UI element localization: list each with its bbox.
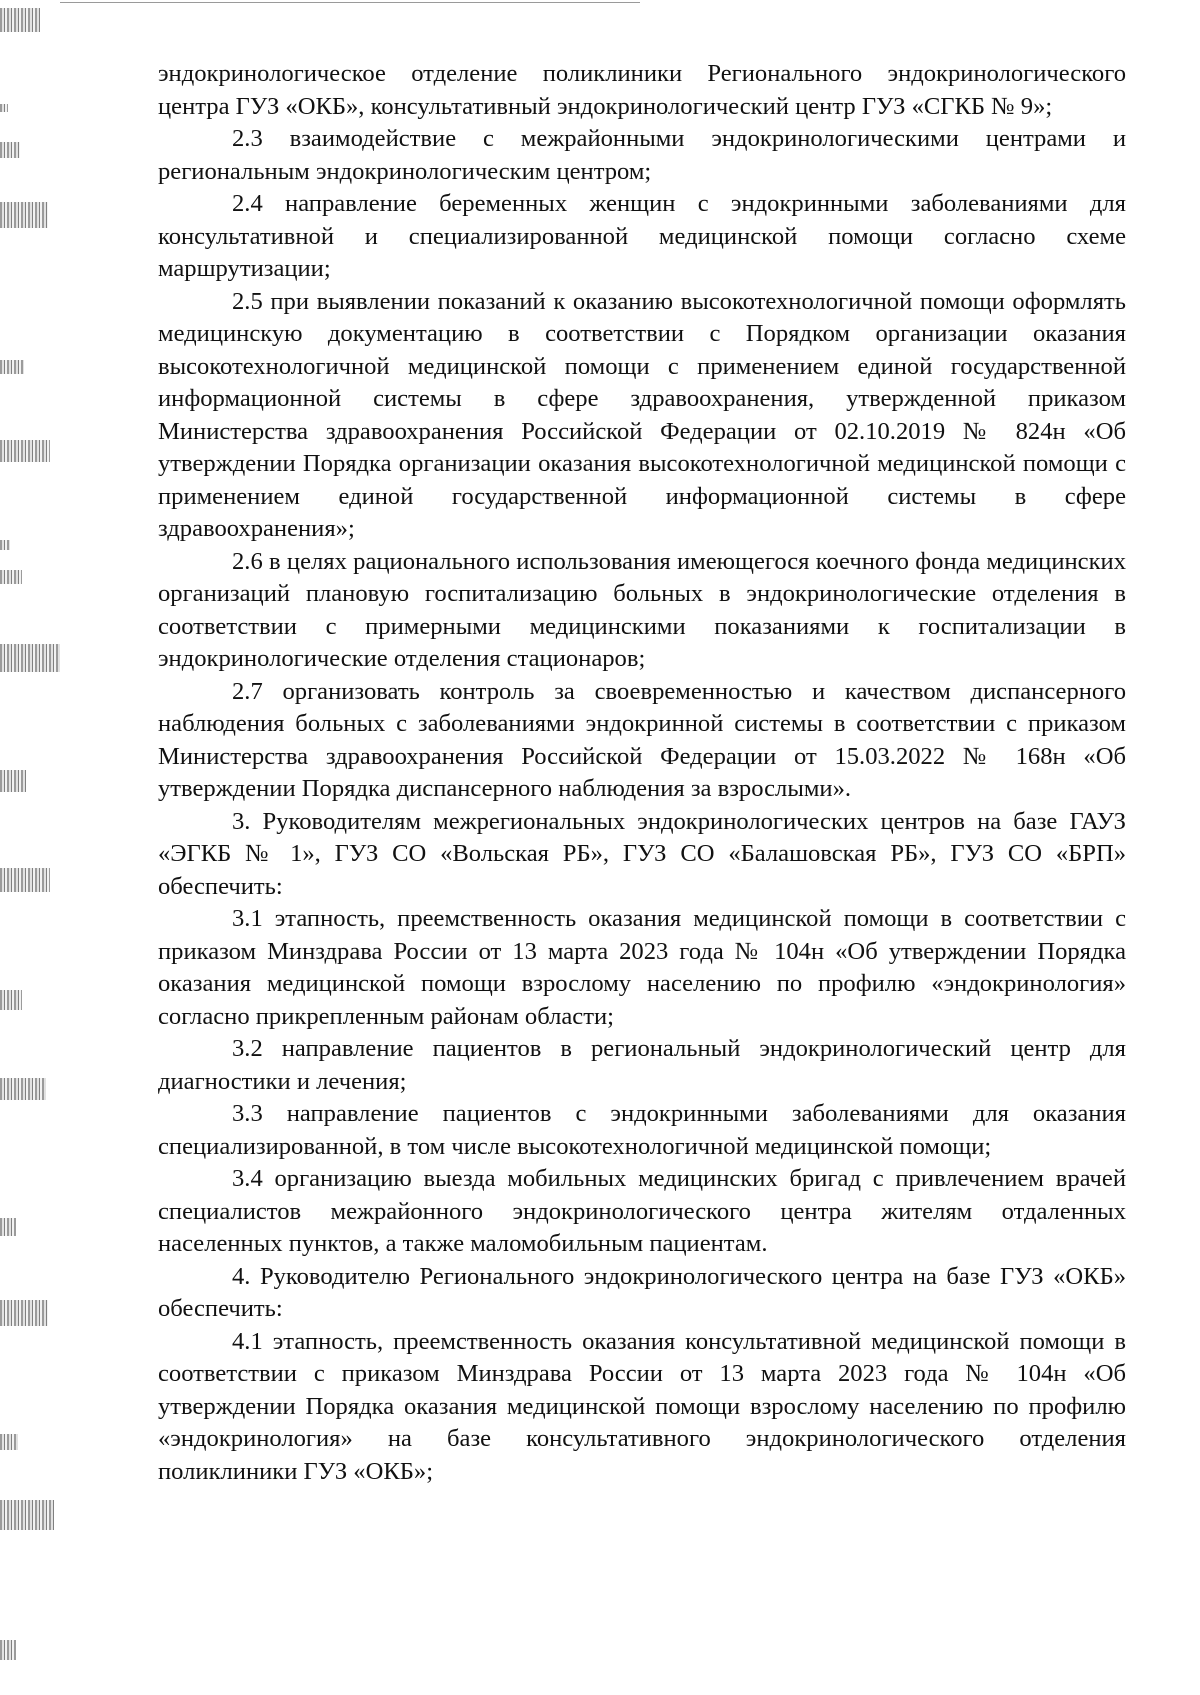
paragraph-2-3: 2.3 взаимодействие с межрайонными эндокринологическими центрами и региональным эндокринологическим центром; (158, 125, 1126, 185)
paragraph-2-5: 2.5 при выявлении показаний к оказанию высокотехнологичной помощи оформлять медицинскую документацию в соответствии с Порядком организации оказания высокотехнологичной медицинской помощи с применением единой государственной информационной системы в сфере здравоохранения, утвержденной приказом Министерства здравоохранения Российской Федерации от 02.10.2019 № 824н «Об утверждении Порядка организации оказания высокотехнологичной медицинской помощи с применением единой государственной информационной системы в сфере здравоохранения»; (158, 287, 1126, 542)
paragraph-2-6: 2.6 в целях рационального использования имеющегося коечного фонда медицинских организаций плановую госпитализацию больных в эндокринологические отделения в соответствии с примерными медицинскими показаниями к госпитализации в эндокринологические отделения стационаров; (158, 547, 1126, 672)
scan-noise-mark (0, 1434, 18, 1450)
paragraph-4-1: 4.1 этапность, преемственность оказания консультативной медицинской помощи в соответствии с приказом Минздрава России от 13 марта 2023 года № 104н «Об утверждении Порядка оказания медицинской помощи взрослому населению по профилю «эндокринология» на базе консультативного эндокринологического отделения поликлиники ГУЗ «ОКБ»; (158, 1327, 1126, 1485)
scan-noise-mark (0, 104, 8, 112)
scan-noise-mark (0, 440, 50, 462)
scan-noise-mark (0, 990, 22, 1010)
scan-noise-mark (0, 770, 26, 792)
scan-noise-mark (0, 1640, 16, 1660)
paragraph-3-4: 3.4 организацию выезда мобильных медицинских бригад с привлечением врачей специалистов межрайонного эндокринологического центра жителям отдаленных населенных пунктов, а также маломобильным пациентам. (158, 1165, 1126, 1257)
paragraph-3-3: 3.3 направление пациентов с эндокринными заболеваниями для оказания специализированной, в том числе высокотехнологичной медицинской помощи; (158, 1100, 1126, 1160)
paragraph-2-7: 2.7 организовать контроль за своевременностью и качеством диспансерного наблюдения больных с заболеваниями эндокринной системы в соответствии с приказом Министерства здравоохранения Российской Федерации от 15.03.2022 № 168н «Об утверждении Порядка диспансерного наблюдения за взрослыми». (158, 677, 1126, 802)
scan-noise-mark (0, 8, 40, 32)
scan-noise-mark (0, 1218, 16, 1236)
paragraph-4: 4. Руководителю Регионального эндокринологического центра на базе ГУЗ «ОКБ» обеспечить: (158, 1262, 1126, 1322)
scan-noise-mark (0, 1078, 46, 1100)
document-body (158, 58, 1126, 1488)
paragraph-3-2: 3.2 направление пациентов в региональный эндокринологический центр для диагностики и лечения; (158, 1035, 1126, 1095)
scan-noise-mark (0, 142, 20, 158)
paragraph-3-1: 3.1 этапность, преемственность оказания медицинской помощи в соответствии с приказом Минздрава России от 13 марта 2023 года № 104н «Об утверждении Порядка оказания медицинской помощи взрослому населению по профилю «эндокринология» согласно прикрепленным районам области; (158, 905, 1126, 1030)
scan-noise-mark (0, 360, 24, 374)
scan-edge-line (60, 2, 640, 3)
paragraph-3: 3. Руководителям межрегиональных эндокринологических центров на базе ГАУЗ «ЭГКБ № 1», ГУЗ СО «Вольская РБ», ГУЗ СО «Балашовская РБ», ГУЗ СО «БРП» обеспечить: (158, 807, 1126, 900)
scan-noise-mark (0, 1500, 54, 1530)
paragraph-2-4: 2.4 направление беременных женщин с эндокринными заболеваниями для консультативной и специализированной медицинской помощи согласно схеме маршрутизации; (158, 190, 1126, 282)
scan-noise-mark (0, 868, 50, 892)
scan-noise-mark (0, 570, 22, 584)
scan-noise-mark (0, 1300, 48, 1326)
scan-noise-mark (0, 540, 10, 550)
paragraph-continuation: эндокринологическое отделение поликлиники Регионального эндокринологического центра ГУЗ «ОКБ», консультативный эндокринологический центр ГУЗ «СГКБ № 9»; (158, 60, 1126, 120)
scan-noise-mark (0, 644, 60, 672)
scan-noise-mark (0, 202, 48, 228)
